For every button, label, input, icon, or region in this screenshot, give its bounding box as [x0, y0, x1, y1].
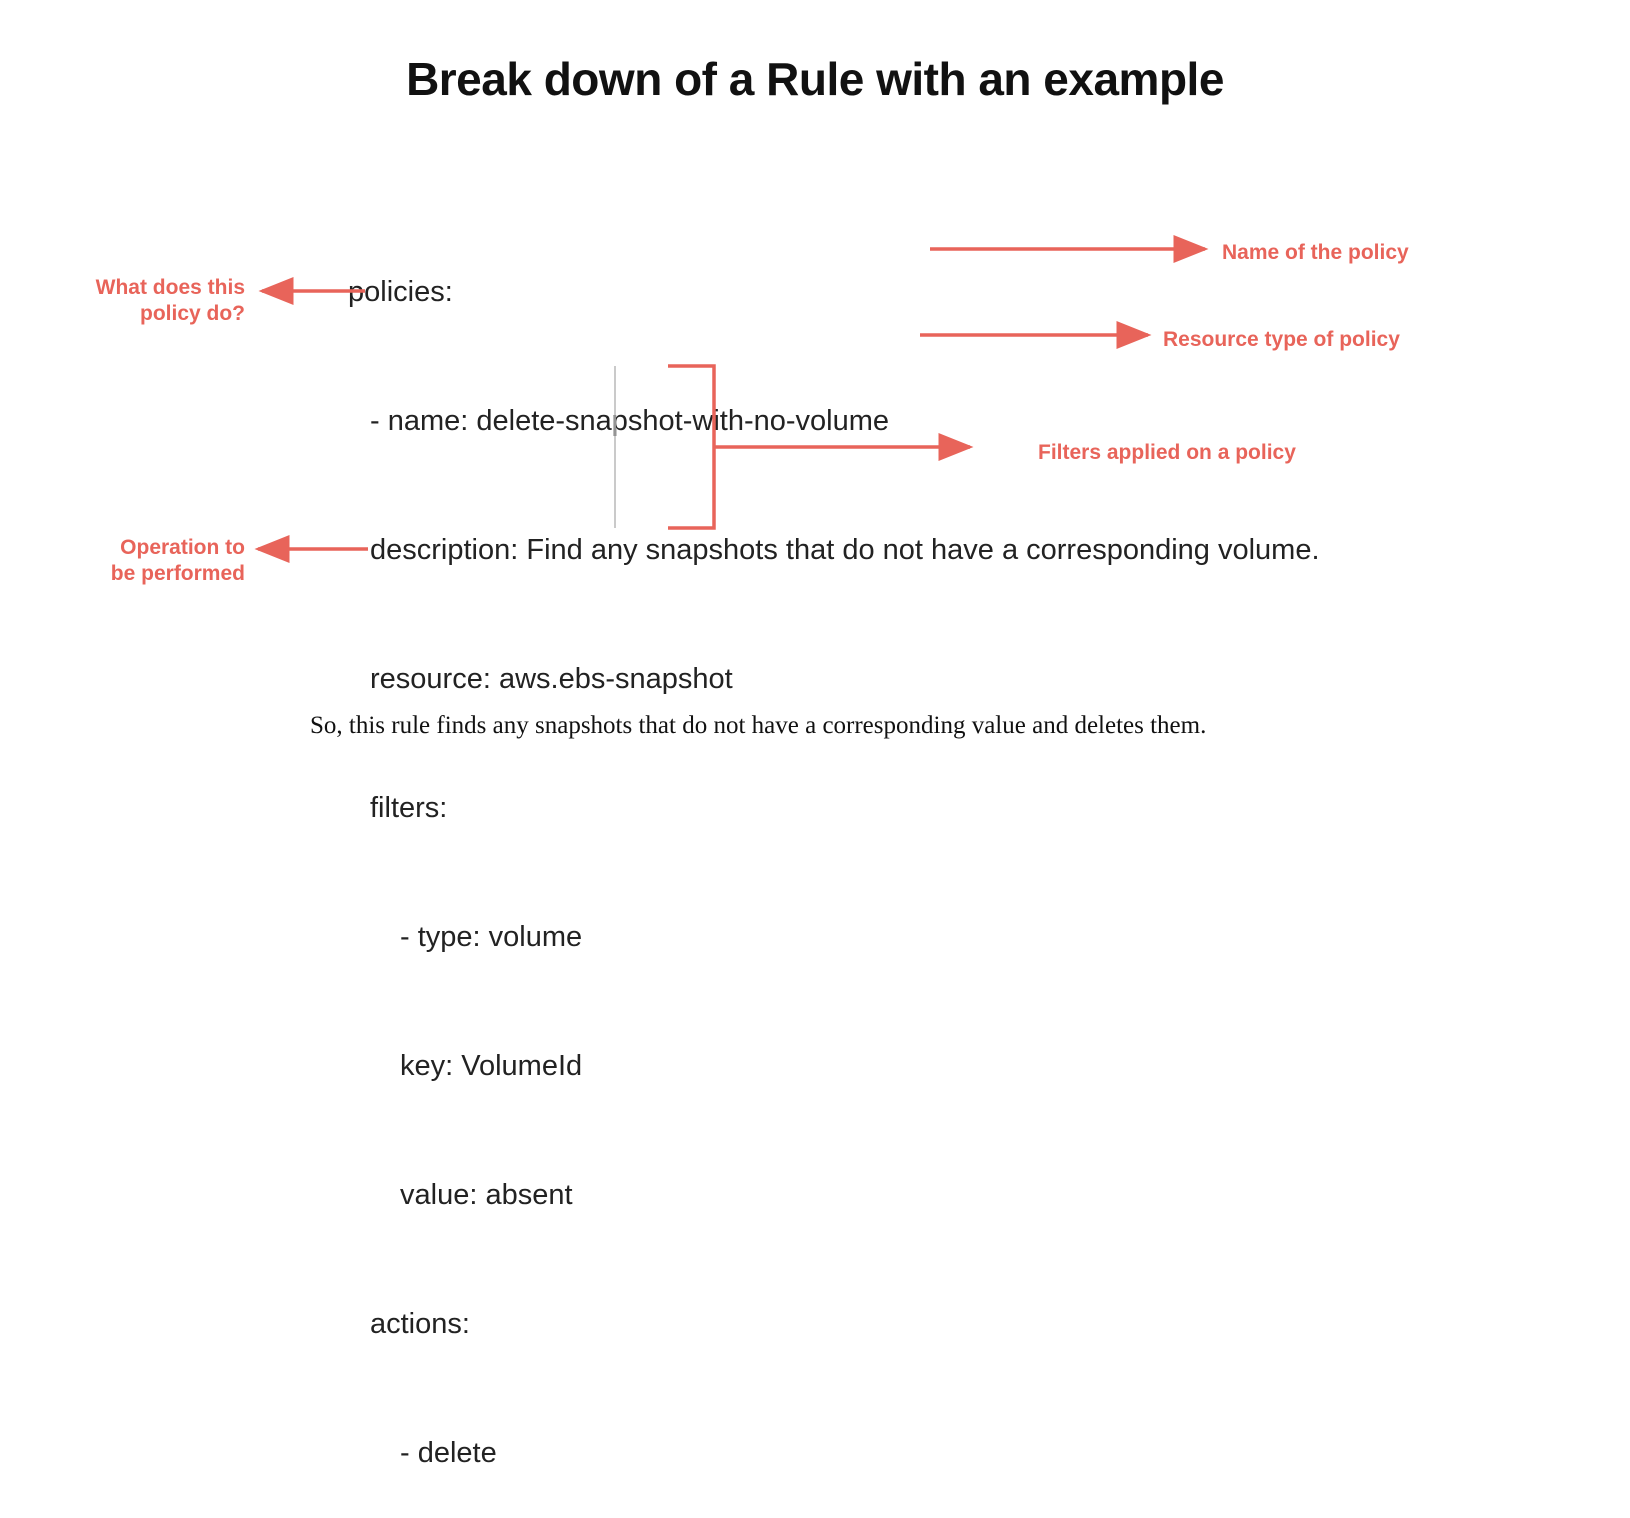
yaml-line-filter-value: value: absent [400, 1179, 573, 1211]
annotation-filters-applied: Filters applied on a policy [1038, 441, 1296, 464]
annotation-operation-performed-line2: be performed [110, 562, 245, 585]
annotation-what-does-policy-do [40, 275, 245, 327]
page-title: Break down of a Rule with an example [406, 53, 1224, 105]
yaml-line-policies: policies: [348, 276, 453, 308]
yaml-line-resource: resource: aws.ebs-snapshot [370, 663, 733, 695]
annotation-what-does-policy-do-line1: What does this [95, 276, 245, 299]
yaml-line-action-delete: - delete [400, 1437, 497, 1469]
yaml-line-description: description: Find any snapshots that do not have a corresponding volume. [370, 534, 1320, 566]
yaml-policy-block [348, 185, 1320, 1518]
annotation-what-does-policy-do-line2: policy do? [140, 302, 245, 325]
yaml-line-filter-type: - type: volume [400, 921, 583, 953]
annotation-operation-performed-line1: Operation to [120, 536, 245, 559]
annotation-name-of-policy: Name of the policy [1222, 241, 1409, 264]
yaml-line-name: - name: delete-snapshot-with-no-volume [370, 405, 890, 437]
summary-caption: So, this rule finds any snapshots that do not have a corresponding value and deletes them. [310, 712, 1207, 739]
annotation-resource-type: Resource type of policy [1163, 328, 1400, 351]
yaml-line-actions: actions: [370, 1308, 470, 1340]
yaml-line-filters: filters: [370, 792, 448, 824]
annotation-operation-performed [40, 535, 245, 587]
yaml-line-filter-key: key: VolumeId [400, 1050, 583, 1082]
